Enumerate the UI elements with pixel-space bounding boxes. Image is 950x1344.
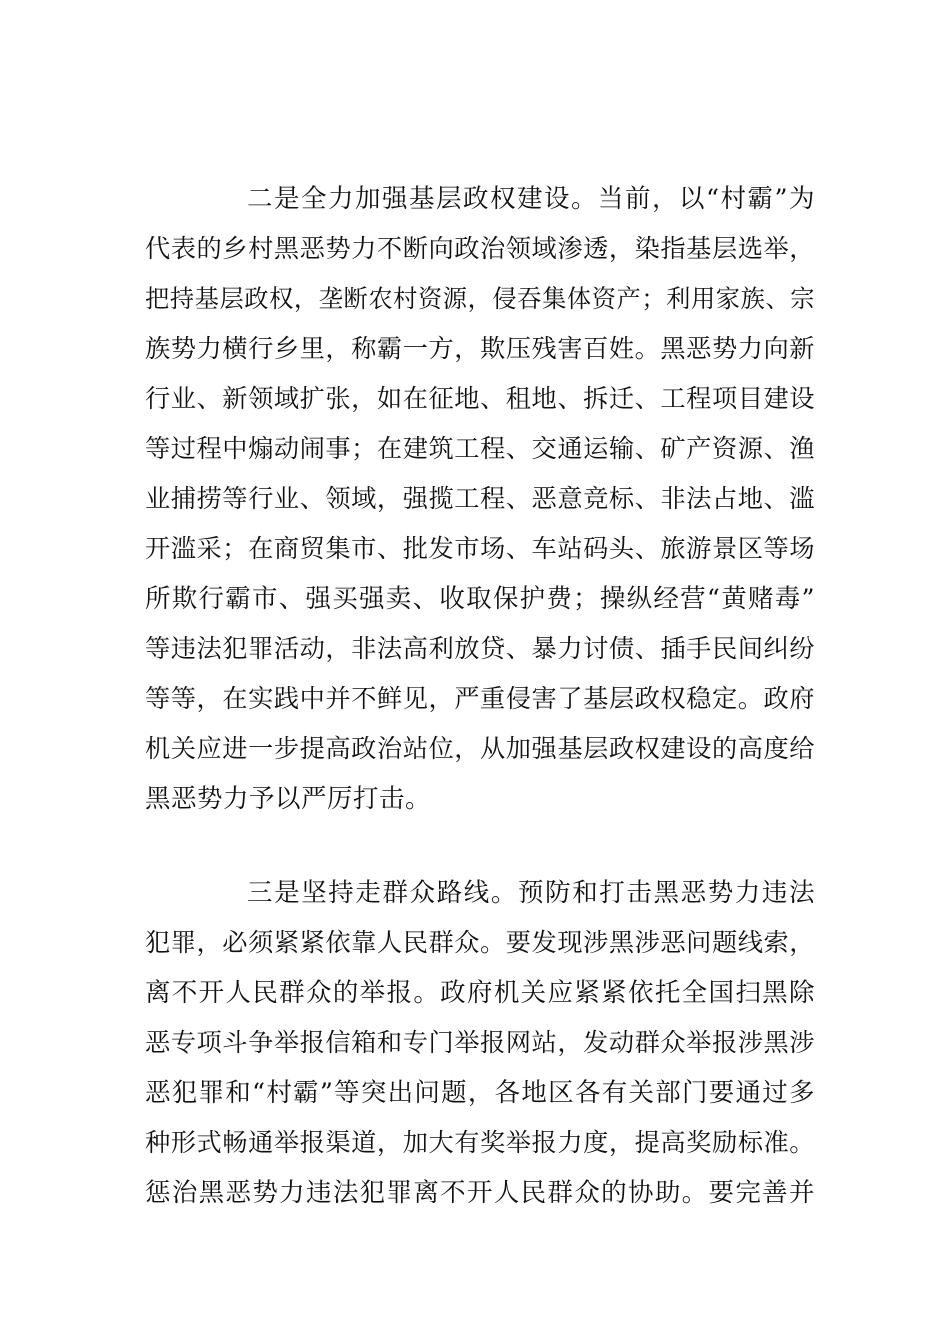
text-line: 三是坚持走群众路线。预防和打击黑恶势力违法: [247, 878, 815, 908]
text-line: 等过程中煽动闹事；在建筑工程、交通运输、矿产资源、渔: [145, 434, 815, 463]
text-line: 二是全力加强基层政权建设。当前，以“村霸”为: [247, 184, 815, 214]
text-line: 所欺行霸市、强买强卖、收取保护费；操纵经营“黄赌毒”: [145, 584, 815, 614]
text-line: 惩治黑恶势力违法犯罪离不开人民群众的协助。要完善并: [145, 1178, 815, 1208]
text-line: 机关应进一步提高政治站位，从加强基层政权建设的高度给: [145, 734, 815, 763]
paragraph-basic-governance: [145, 174, 815, 824]
text-line: 恶犯罪和“村霸”等突出问题，各地区各有关部门要通过多: [145, 1078, 815, 1108]
text-line: 把持基层政权，垄断农村资源，侵吞集体资产；利用家族、宗: [145, 284, 815, 313]
text-line: 行业、新领域扩张，如在征地、租地、拆迁、工程项目建设: [145, 384, 815, 413]
text-line: 代表的乡村黑恶势力不断向政治领域渗透，染指基层选举，: [145, 234, 815, 263]
text-line: 业捕捞等行业、领域，强揽工程、恶意竞标、非法占地、滥: [145, 484, 815, 513]
text-line: 离不开人民群众的举报。政府机关应紧紧依托全国扫黑除: [145, 978, 815, 1008]
text-line: 种形式畅通举报渠道，加大有奖举报力度，提高奖励标准。: [145, 1128, 815, 1157]
text-line: 等等，在实践中并不鲜见，严重侵害了基层政权稳定。政府: [145, 684, 815, 713]
text-line: 恶专项斗争举报信箱和专门举报网站，发动群众举报涉黑涉: [145, 1028, 815, 1057]
paragraph-mass-line: [145, 868, 815, 1218]
text-line: 犯罪，必须紧紧依靠人民群众。要发现涉黑涉恶问题线索，: [145, 928, 815, 957]
text-line: 族势力横行乡里，称霸一方，欺压残害百姓。黑恶势力向新: [145, 334, 815, 363]
text-line: 等违法犯罪活动，非法高利放贷、暴力讨债、插手民间纠纷: [145, 634, 815, 663]
text-line: 黑恶势力予以严厉打击。: [145, 784, 432, 814]
text-line: 开滥采；在商贸集市、批发市场、车站码头、旅游景区等场: [145, 534, 815, 563]
